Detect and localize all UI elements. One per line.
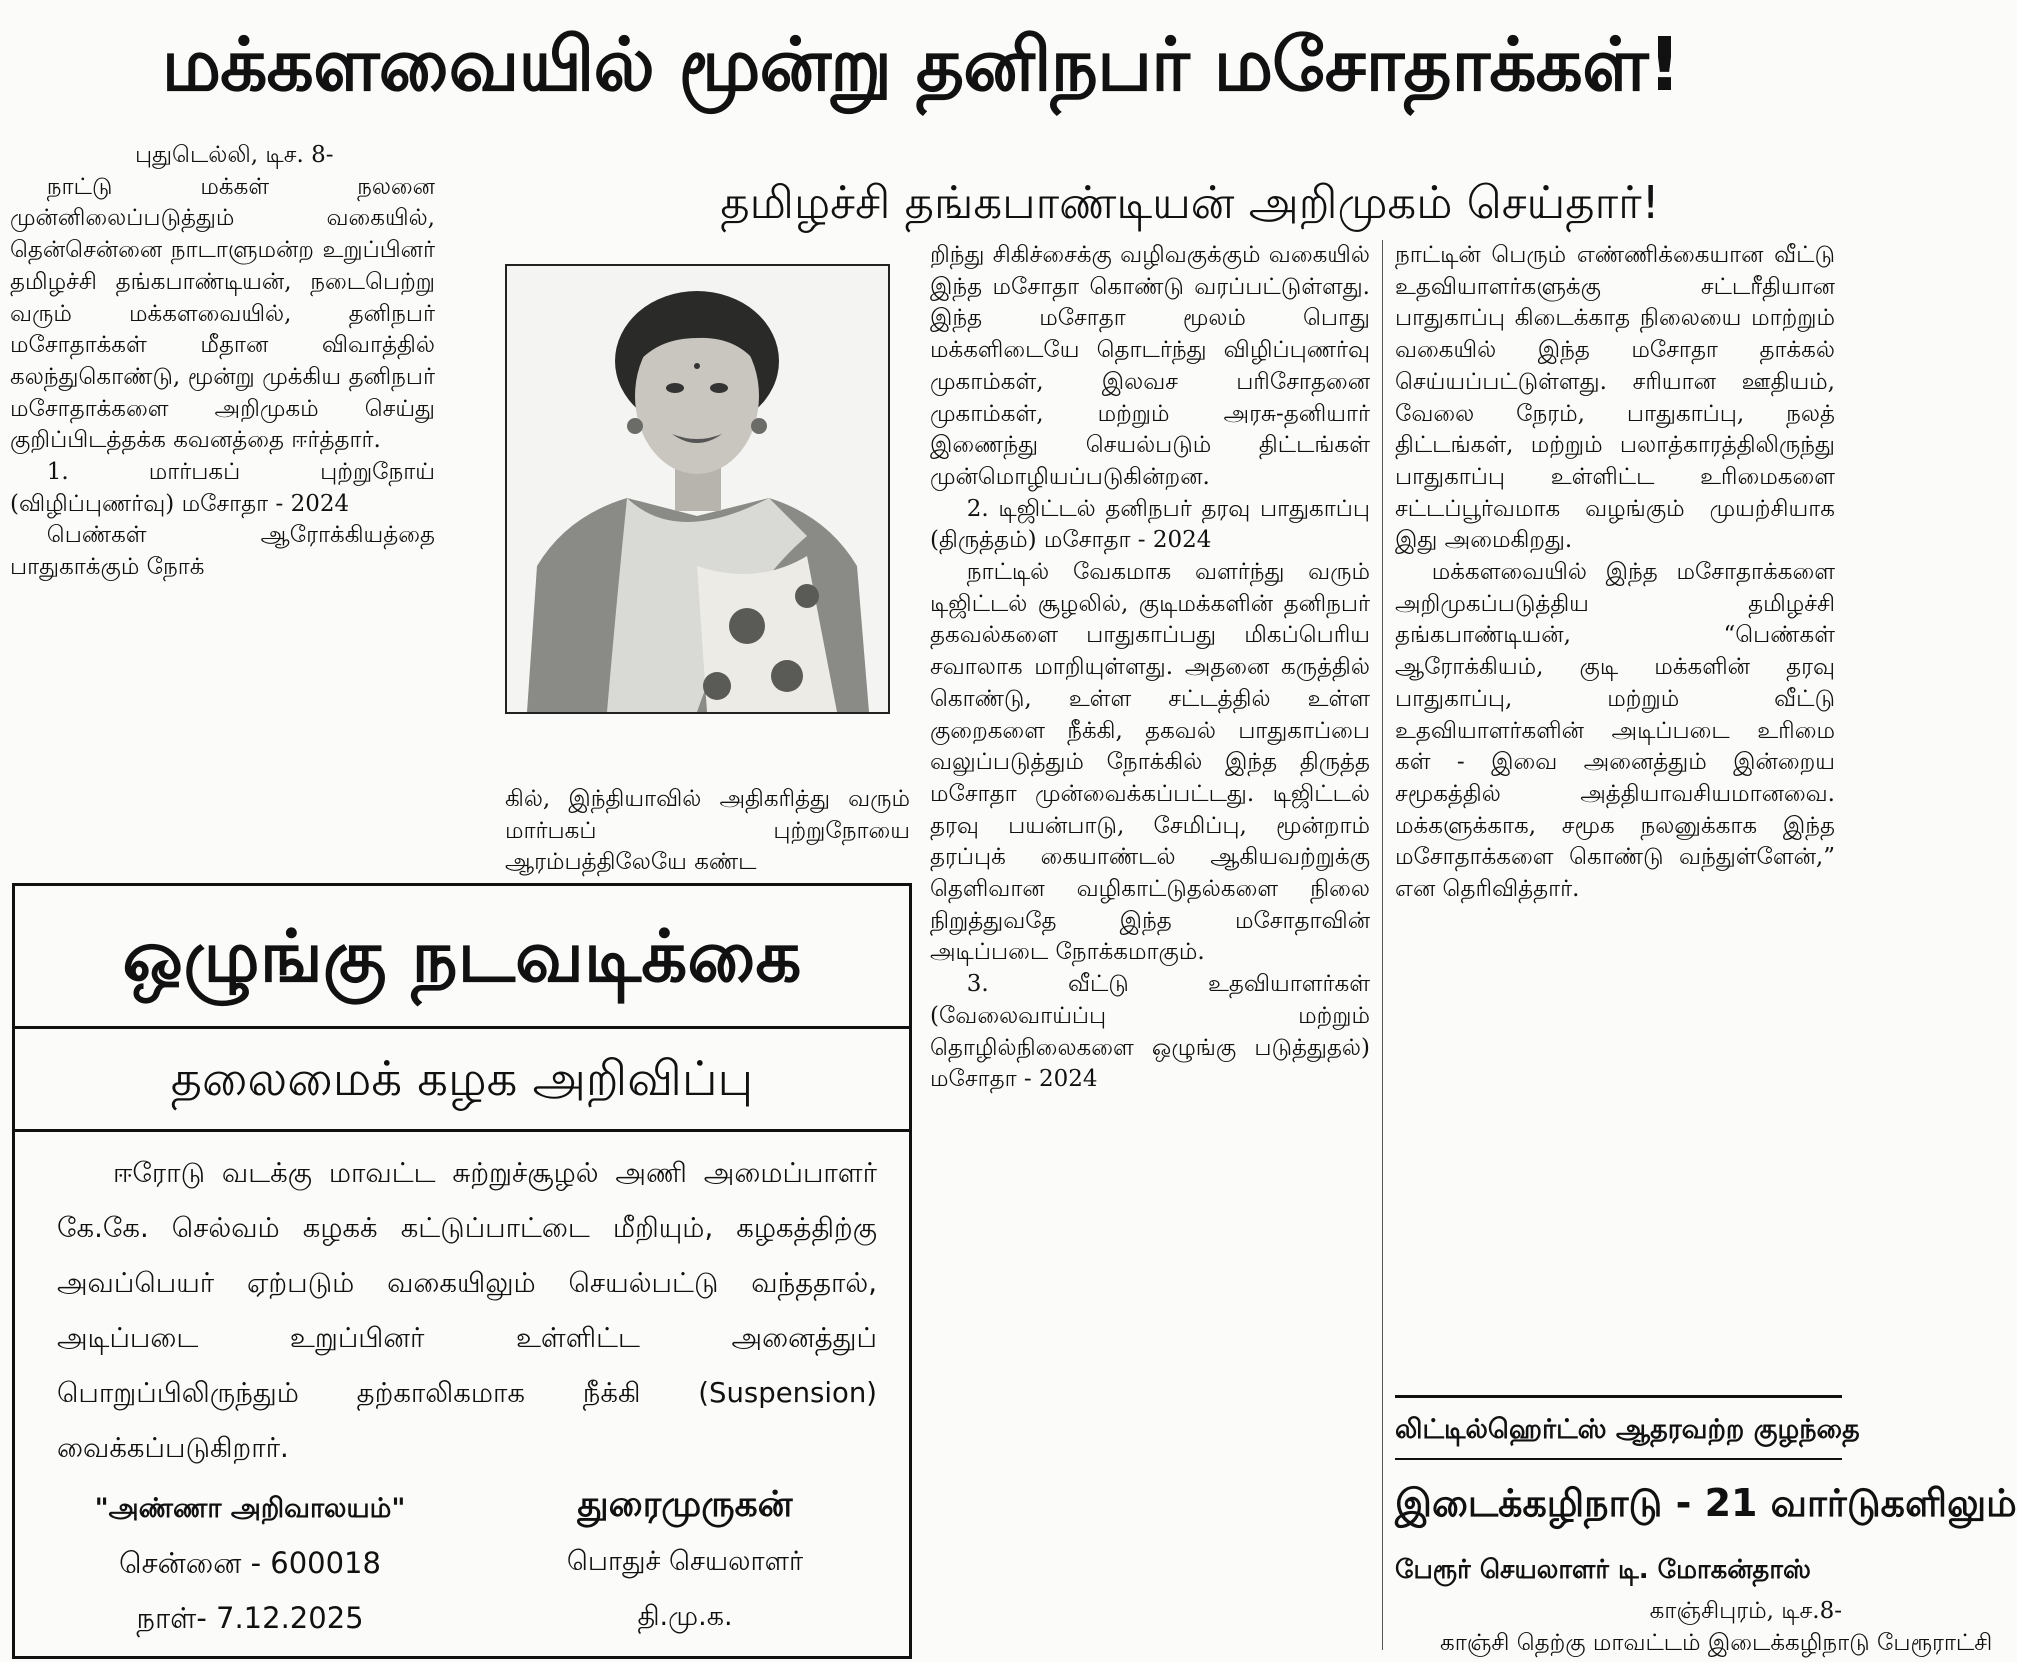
disciplinary-notice xyxy=(12,883,912,1659)
article-column-1 xyxy=(10,140,435,868)
notice-signatory xyxy=(495,1476,875,1644)
notice-body-text: ஈரோடு வடக்கு மாவட்ட சுற்றுச்சூழல் அணி அமைப்பாளர் கே.கே. செல்வம் கழகக் கட்டுப்பாட்டை மீறியும், கழகத்திற்கு அவப்பெயர் ஏற்படும் வகையிலும் செயல்பட்டு வந்ததால், அடிப்படை உறுப்பினர் உள்ளிட்ட அனைத்துப் பொறுப்பிலிருந்தும் தற்காலிகமாக நீக்கி (Suspension) வைக்கப்படுகிறார். xyxy=(57,1157,877,1464)
column-divider xyxy=(1382,240,1383,1650)
notice-date: நாள்- 7.12.2025 xyxy=(136,1601,364,1635)
article-column-2 xyxy=(505,784,910,884)
section-heading-2: 2. டிஜிட்டல் தனிநபர் தரவு பாதுகாப்பு (திருத்தம்) மசோதா - 2024 xyxy=(930,495,1370,554)
signatory-party: தி.மு.க. xyxy=(637,1601,733,1632)
article-paragraph: பெண்கள் ஆரோக்கியத்தை பாதுகாக்கும் நோக் xyxy=(10,522,435,581)
article-column-3 xyxy=(930,240,1370,1660)
article-paragraph: நாட்டின் பெரும் எண்ணிக்கையான வீட்டு உதவியாளர்களுக்கு சட்டரீதியான பாதுகாப்பு கிடைக்காத நிலையை மாற்றும் வகையில் இந்த மசோதா தாக்கல் செய்யப்பட்டுள்ளது. சரியான ஊதியம், வேலை நேரம், பாதுகாப்பு, நலத் திட்டங்கள், மற்றும் பலாத்காரத்திலிருந்து பாதுகாப்பு உள்ளிட்ட உரிமைகளை சட்டப்பூர்வமாக வழங்கும் முயற்சியாக இது அமைகிறது. xyxy=(1395,242,1835,554)
notice-body xyxy=(57,1146,877,1464)
side-story-subhead: பேரூர் செயலாளர் டி. மோகன்தாஸ் xyxy=(1395,1555,1811,1585)
article-paragraph: நாட்டில் வேகமாக வளர்ந்து வரும் டிஜிட்டல் சூழலில், குடிமக்களின் தனிநபர் தகவல்களை பாதுகாப்பது மிகப்பெரிய சவாலாக மாறியுள்ளது. அதனை கருத்தில் கொண்டு, உள்ள சட்டத்தில் உள்ள குறைகளை நீக்கி, தகவல் பாதுகாப்பை வலுப்படுத்தும் நோக்கில் இந்த திருத்த மசோதா முன்வைக்கப்பட்டது. டிஜிட்டல் தரவு பயன்பாடு, சேமிப்பு, மூன்றாம் தரப்புக் கையாண்டல் ஆகியவற்றுக்கு தெளிவான வழிகாட்டுதல்களை நிலை நிறுத்துவதே இந்த மசோதாவின் அடிப்படை நோக்கமாகும். xyxy=(930,559,1370,966)
section-heading-3: 3. வீட்டு உதவியாளர்கள் (வேலைவாய்ப்பு மற்றும் தொழில்நிலைகளை ஒழுங்கு படுத்துதல்) மசோதா - 2024 xyxy=(930,971,1370,1093)
side-story-divider-top xyxy=(1395,1395,1842,1398)
photo-thamizhachi xyxy=(505,264,890,714)
headline: மக்களவையில் மூன்று தனிநபர் மசோதாக்கள்! xyxy=(161,22,1681,108)
section-heading-1: 1. மார்பகப் புற்றுநோய் (விழிப்புணர்வு) மசோதா - 2024 xyxy=(10,459,435,517)
signatory-name: துரைமுருகன் xyxy=(577,1484,793,1525)
article-column-4 xyxy=(1395,240,1835,940)
notice-address xyxy=(55,1481,445,1646)
notice-subtitle: தலைமைக் கழக அறிவிப்பு xyxy=(15,1029,909,1132)
side-story-divider xyxy=(1395,1458,1842,1460)
side-story-text: காஞ்சி தெற்கு மாவட்டம் இடைக்கழிநாடு பேரூராட்சி xyxy=(1440,1630,1993,1656)
article-paragraph: மக்களவையில் இந்த மசோதாக்களை அறிமுகப்படுத்திய தமிழச்சி தங்கபாண்டியன், “பெண்கள் ஆரோக்கியம், குடி மக்களின் தரவு பாதுகாப்பு, மற்றும் வீட்டு உதவியாளர்களின் அடிப்படை உரிமை கள் - இவை அனைத்தும் இன்றைய சமூகத்தில் அத்தியாவசியமானவை. மக்களுக்காக, சமூக நலனுக்காக இந்த மசோதாக்களை கொண்டு வந்துள்ளேன்,” என தெரிவித்தார். xyxy=(1395,559,1835,903)
address-line-2: சென்னை - 600018 xyxy=(119,1546,381,1580)
article-paragraph: கில், இந்தியாவில் அதிகரித்து வரும் மார்பகப் புற்றுநோயை ஆரம்பத்திலேயே கண்ட xyxy=(505,786,910,876)
address-line-1: "அண்ணா அறிவாலயம்" xyxy=(94,1493,406,1524)
side-story-dateline: காஞ்சிபுரம், டிச.8- xyxy=(1649,1598,1842,1624)
side-story-headline: இடைக்கழிநாடு - 21 வார்டுகளிலும் xyxy=(1395,1481,2017,1525)
signatory-title: பொதுச் செயலாளர் xyxy=(566,1546,804,1577)
article-paragraph: நாட்டு மக்கள் நலனை முன்னிலைப்படுத்தும் வகையில், தென்சென்னை நாடாளுமன்ற உறுப்பினர் தமிழச்சி தங்கபாண்டியன், நடைபெற்று வரும் மக்களவையில், தனிநபர் மசோதாக்கள் மீதான விவாத்தில் கலந்துகொண்டு, மூன்று முக்கிய தனிநபர் மசோதாக்களை அறிமுகம் செய்து குறிப்பிடத்தக்க கவனத்தை ஈர்த்தார். xyxy=(10,173,435,454)
portrait-image xyxy=(507,266,888,712)
subheadline: தமிழச்சி தங்கபாண்டியன் அறிமுகம் செய்தார்! xyxy=(720,176,1660,229)
notice-title: ஒழுங்கு நடவடிக்கை xyxy=(15,886,909,1029)
side-story-kicker: லிட்டில்ஹெர்ட்ஸ் ஆதரவற்ற குழந்தை xyxy=(1395,1414,1860,1445)
dateline: புதுடெல்லி, டிச. 8- xyxy=(135,142,334,168)
article-paragraph: றிந்து சிகிச்சைக்கு வழிவகுக்கும் வகையில் இந்த மசோதா கொண்டு வரப்பட்டுள்ளது. இந்த மசோதா மூலம் பொது மக்களிடையே தொடர்ந்து விழிப்புணர்வு முகாம்கள், இலவச பரிசோதனை முகாம்கள், மற்றும் அரசு-தனியார் இணைந்து செயல்படும் திட்டங்கள் முன்மொழியப்படுகின்றன. xyxy=(930,242,1370,490)
